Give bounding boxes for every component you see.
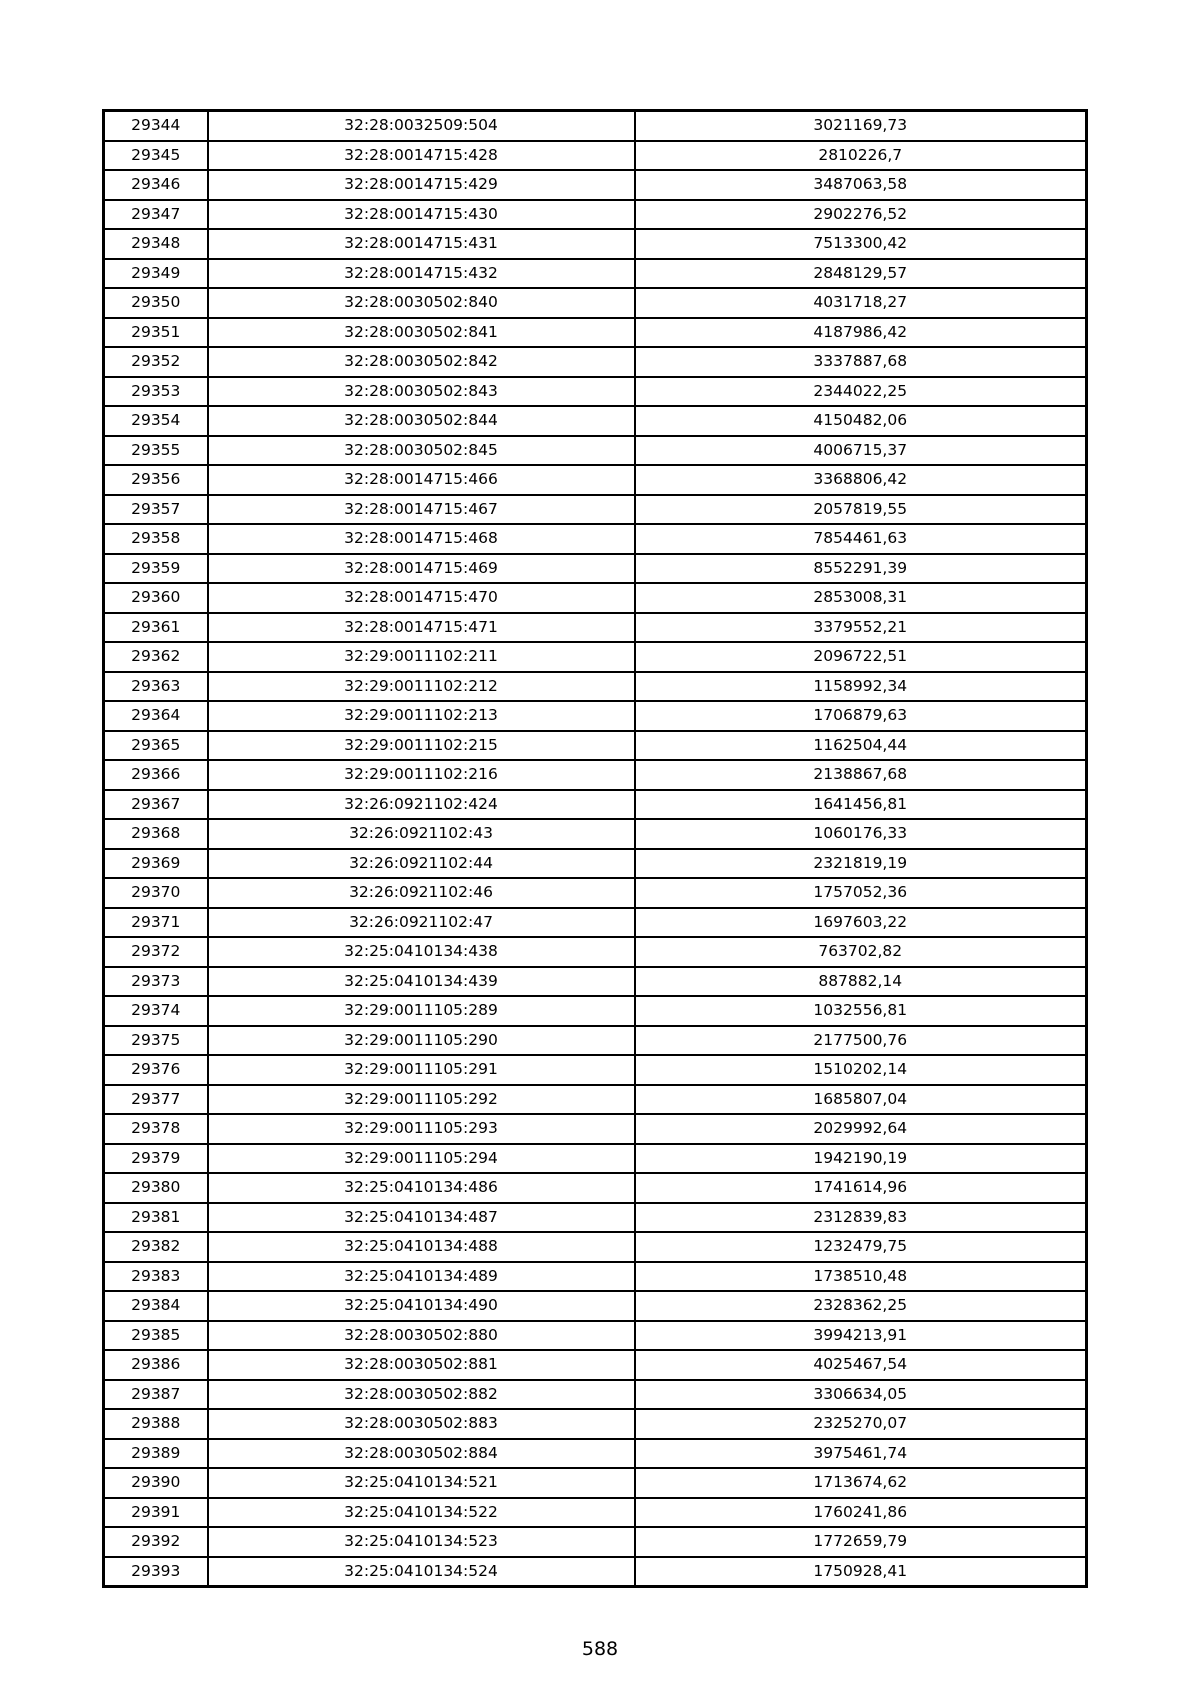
cadastral-value-cell: 1757052,36: [635, 878, 1087, 908]
table-row: [104, 524, 1087, 554]
cadastral-value-cell: 7513300,42: [635, 229, 1087, 259]
cadastral-number-cell: 32:29:0011105:294: [208, 1144, 635, 1174]
cadastral-number-cell: 32:29:0011105:291: [208, 1055, 635, 1085]
cadastral-number-cell: 32:29:0011102:211: [208, 642, 635, 672]
cadastral-number-cell: 32:29:0011102:213: [208, 701, 635, 731]
cadastral-number-cell: 32:29:0011105:290: [208, 1026, 635, 1056]
row-number-cell: 29370: [104, 878, 208, 908]
row-number-cell: 29350: [104, 288, 208, 318]
cadastral-number-cell: 32:28:0030502:884: [208, 1439, 635, 1469]
row-number-cell: 29348: [104, 229, 208, 259]
row-number-cell: 29378: [104, 1114, 208, 1144]
cadastral-number-cell: 32:29:0011105:292: [208, 1085, 635, 1115]
table-body: [104, 111, 1087, 1587]
row-number-cell: 29367: [104, 790, 208, 820]
cadastral-number-cell: 32:28:0030502:844: [208, 406, 635, 436]
row-number-cell: 29349: [104, 259, 208, 289]
table-row: [104, 701, 1087, 731]
table-row: [104, 259, 1087, 289]
cadastral-value-cell: 4025467,54: [635, 1350, 1087, 1380]
cadastral-value-cell: 1738510,48: [635, 1262, 1087, 1292]
table-row: [104, 1498, 1087, 1528]
table-row: [104, 111, 1087, 141]
table-row: [104, 1262, 1087, 1292]
cadastral-number-cell: 32:25:0410134:524: [208, 1557, 635, 1587]
table-row: [104, 318, 1087, 348]
cadastral-value-cell: 2096722,51: [635, 642, 1087, 672]
cadastral-number-cell: 32:25:0410134:438: [208, 937, 635, 967]
row-number-cell: 29386: [104, 1350, 208, 1380]
row-number-cell: 29366: [104, 760, 208, 790]
row-number-cell: 29372: [104, 937, 208, 967]
cadastral-number-cell: 32:26:0921102:47: [208, 908, 635, 938]
row-number-cell: 29360: [104, 583, 208, 613]
cadastral-value-cell: 2328362,25: [635, 1291, 1087, 1321]
cadastral-number-cell: 32:25:0410134:521: [208, 1468, 635, 1498]
table-row: [104, 170, 1087, 200]
cadastral-value-cell: 1942190,19: [635, 1144, 1087, 1174]
cadastral-value-cell: 1750928,41: [635, 1557, 1087, 1587]
table-row: [104, 760, 1087, 790]
row-number-cell: 29381: [104, 1203, 208, 1233]
cadastral-value-cell: 1685807,04: [635, 1085, 1087, 1115]
cadastral-value-cell: 1741614,96: [635, 1173, 1087, 1203]
cadastral-number-cell: 32:28:0014715:431: [208, 229, 635, 259]
cadastral-number-cell: 32:25:0410134:490: [208, 1291, 635, 1321]
row-number-cell: 29371: [104, 908, 208, 938]
row-number-cell: 29389: [104, 1439, 208, 1469]
row-number-cell: 29393: [104, 1557, 208, 1587]
table-row: [104, 406, 1087, 436]
table-row: [104, 819, 1087, 849]
table-row: [104, 1055, 1087, 1085]
cadastral-value-cell: 1158992,34: [635, 672, 1087, 702]
cadastral-value-cell: 3021169,73: [635, 111, 1087, 141]
table-row: [104, 908, 1087, 938]
cadastral-value-cell: 763702,82: [635, 937, 1087, 967]
cadastral-number-cell: 32:28:0014715:466: [208, 465, 635, 495]
cadastral-value-cell: 2321819,19: [635, 849, 1087, 879]
cadastral-number-cell: 32:29:0011102:212: [208, 672, 635, 702]
table-row: [104, 554, 1087, 584]
page-number: 588: [581, 1638, 619, 1660]
row-number-cell: 29391: [104, 1498, 208, 1528]
cadastral-value-cell: 3994213,91: [635, 1321, 1087, 1351]
cadastral-value-cell: 2902276,52: [635, 200, 1087, 230]
row-number-cell: 29374: [104, 996, 208, 1026]
table-row: [104, 436, 1087, 466]
table-row: [104, 1173, 1087, 1203]
row-number-cell: 29358: [104, 524, 208, 554]
table-row: [104, 642, 1087, 672]
cadastral-number-cell: 32:28:0030502:883: [208, 1409, 635, 1439]
row-number-cell: 29357: [104, 495, 208, 525]
cadastral-number-cell: 32:28:0030502:880: [208, 1321, 635, 1351]
cadastral-value-cell: 2325270,07: [635, 1409, 1087, 1439]
row-number-cell: 29392: [104, 1527, 208, 1557]
cadastral-value-cell: 2177500,76: [635, 1026, 1087, 1056]
table-row: [104, 1468, 1087, 1498]
row-number-cell: 29382: [104, 1232, 208, 1262]
row-number-cell: 29355: [104, 436, 208, 466]
cadastral-value-cell: 1713674,62: [635, 1468, 1087, 1498]
table-row: [104, 937, 1087, 967]
row-number-cell: 29361: [104, 613, 208, 643]
row-number-cell: 29353: [104, 377, 208, 407]
cadastral-value-cell: 2853008,31: [635, 583, 1087, 613]
table-row: [104, 229, 1087, 259]
cadastral-value-cell: 3487063,58: [635, 170, 1087, 200]
table-row: [104, 1232, 1087, 1262]
cadastral-number-cell: 32:28:0030502:881: [208, 1350, 635, 1380]
table-row: [104, 377, 1087, 407]
cadastral-value-cell: 3975461,74: [635, 1439, 1087, 1469]
cadastral-value-cell: 4006715,37: [635, 436, 1087, 466]
table-row: [104, 996, 1087, 1026]
cadastral-number-cell: 32:28:0030502:840: [208, 288, 635, 318]
row-number-cell: 29390: [104, 1468, 208, 1498]
cadastral-value-cell: 1772659,79: [635, 1527, 1087, 1557]
cadastral-number-cell: 32:28:0030502:882: [208, 1380, 635, 1410]
cadastral-number-cell: 32:26:0921102:424: [208, 790, 635, 820]
cadastral-number-cell: 32:25:0410134:487: [208, 1203, 635, 1233]
row-number-cell: 29387: [104, 1380, 208, 1410]
cadastral-number-cell: 32:26:0921102:46: [208, 878, 635, 908]
cadastral-number-cell: 32:28:0014715:467: [208, 495, 635, 525]
cadastral-number-cell: 32:28:0014715:430: [208, 200, 635, 230]
cadastral-value-cell: 1162504,44: [635, 731, 1087, 761]
cadastral-value-cell: 3368806,42: [635, 465, 1087, 495]
cadastral-number-cell: 32:26:0921102:44: [208, 849, 635, 879]
table-row: [104, 1527, 1087, 1557]
cadastral-number-cell: 32:28:0014715:470: [208, 583, 635, 613]
cadastral-number-cell: 32:29:0011102:215: [208, 731, 635, 761]
cadastral-value-cell: 4187986,42: [635, 318, 1087, 348]
row-number-cell: 29380: [104, 1173, 208, 1203]
row-number-cell: 29364: [104, 701, 208, 731]
row-number-cell: 29368: [104, 819, 208, 849]
row-number-cell: 29352: [104, 347, 208, 377]
row-number-cell: 29376: [104, 1055, 208, 1085]
cadastral-value-cell: 1060176,33: [635, 819, 1087, 849]
table-row: [104, 141, 1087, 171]
cadastral-value-cell: 3337887,68: [635, 347, 1087, 377]
table-row: [104, 878, 1087, 908]
table-row: [104, 495, 1087, 525]
row-number-cell: 29365: [104, 731, 208, 761]
table-row: [104, 1350, 1087, 1380]
cadastral-value-cell: 2057819,55: [635, 495, 1087, 525]
cadastral-number-cell: 32:29:0011102:216: [208, 760, 635, 790]
cadastral-number-cell: 32:25:0410134:439: [208, 967, 635, 997]
cadastral-value-cell: 1641456,81: [635, 790, 1087, 820]
row-number-cell: 29356: [104, 465, 208, 495]
table-row: [104, 465, 1087, 495]
cadastral-number-cell: 32:28:0014715:471: [208, 613, 635, 643]
cadastral-number-cell: 32:28:0030502:843: [208, 377, 635, 407]
table-row: [104, 1321, 1087, 1351]
table-row: [104, 1203, 1087, 1233]
row-number-cell: 29377: [104, 1085, 208, 1115]
table-row: [104, 1557, 1087, 1587]
cadastral-number-cell: 32:28:0030502:842: [208, 347, 635, 377]
table-row: [104, 1439, 1087, 1469]
cadastral-value-cell: 2848129,57: [635, 259, 1087, 289]
cadastral-number-cell: 32:25:0410134:523: [208, 1527, 635, 1557]
row-number-cell: 29362: [104, 642, 208, 672]
cadastral-value-cell: 1510202,14: [635, 1055, 1087, 1085]
cadastral-value-cell: 2029992,64: [635, 1114, 1087, 1144]
row-number-cell: 29385: [104, 1321, 208, 1351]
table-row: [104, 347, 1087, 377]
cadastral-value-cell: 1760241,86: [635, 1498, 1087, 1528]
row-number-cell: 29375: [104, 1026, 208, 1056]
row-number-cell: 29354: [104, 406, 208, 436]
table-row: [104, 849, 1087, 879]
table-row: [104, 1114, 1087, 1144]
table-row: [104, 1144, 1087, 1174]
cadastral-number-cell: 32:25:0410134:489: [208, 1262, 635, 1292]
row-number-cell: 29379: [104, 1144, 208, 1174]
row-number-cell: 29373: [104, 967, 208, 997]
row-number-cell: 29383: [104, 1262, 208, 1292]
cadastral-value-cell: 2810226,7: [635, 141, 1087, 171]
row-number-cell: 29388: [104, 1409, 208, 1439]
cadastral-value-cell: 4150482,06: [635, 406, 1087, 436]
row-number-cell: 29369: [104, 849, 208, 879]
cadastral-value-cell: 887882,14: [635, 967, 1087, 997]
cadastral-number-cell: 32:28:0014715:468: [208, 524, 635, 554]
table-row: [104, 1380, 1087, 1410]
cadastral-value-cell: 2312839,83: [635, 1203, 1087, 1233]
row-number-cell: 29384: [104, 1291, 208, 1321]
table-row: [104, 288, 1087, 318]
row-number-cell: 29359: [104, 554, 208, 584]
table-row: [104, 672, 1087, 702]
row-number-cell: 29345: [104, 141, 208, 171]
cadastral-number-cell: 32:28:0014715:428: [208, 141, 635, 171]
table-row: [104, 613, 1087, 643]
cadastral-number-cell: 32:28:0030502:841: [208, 318, 635, 348]
cadastral-number-cell: 32:25:0410134:486: [208, 1173, 635, 1203]
table-row: [104, 200, 1087, 230]
table-row: [104, 1085, 1087, 1115]
cadastral-value-cell: 2138867,68: [635, 760, 1087, 790]
cadastral-number-cell: 32:28:0032509:504: [208, 111, 635, 141]
cadastral-number-cell: 32:28:0014715:429: [208, 170, 635, 200]
cadastral-value-table: [102, 109, 1088, 1588]
cadastral-value-cell: 4031718,27: [635, 288, 1087, 318]
cadastral-value-cell: 1706879,63: [635, 701, 1087, 731]
row-number-cell: 29346: [104, 170, 208, 200]
table-row: [104, 790, 1087, 820]
cadastral-value-cell: 2344022,25: [635, 377, 1087, 407]
cadastral-number-cell: 32:29:0011105:293: [208, 1114, 635, 1144]
cadastral-value-cell: 8552291,39: [635, 554, 1087, 584]
table-row: [104, 583, 1087, 613]
cadastral-number-cell: 32:25:0410134:522: [208, 1498, 635, 1528]
table-row: [104, 967, 1087, 997]
cadastral-number-cell: 32:28:0014715:432: [208, 259, 635, 289]
cadastral-value-cell: 7854461,63: [635, 524, 1087, 554]
cadastral-value-cell: 1232479,75: [635, 1232, 1087, 1262]
row-number-cell: 29344: [104, 111, 208, 141]
cadastral-number-cell: 32:29:0011105:289: [208, 996, 635, 1026]
row-number-cell: 29351: [104, 318, 208, 348]
table-row: [104, 731, 1087, 761]
cadastral-number-cell: 32:26:0921102:43: [208, 819, 635, 849]
cadastral-number-cell: 32:25:0410134:488: [208, 1232, 635, 1262]
table-row: [104, 1026, 1087, 1056]
cadastral-value-cell: 3306634,05: [635, 1380, 1087, 1410]
table-row: [104, 1409, 1087, 1439]
cadastral-value-cell: 1032556,81: [635, 996, 1087, 1026]
cadastral-number-cell: 32:28:0030502:845: [208, 436, 635, 466]
table-row: [104, 1291, 1087, 1321]
cadastral-value-cell: 3379552,21: [635, 613, 1087, 643]
row-number-cell: 29347: [104, 200, 208, 230]
cadastral-value-cell: 1697603,22: [635, 908, 1087, 938]
row-number-cell: 29363: [104, 672, 208, 702]
cadastral-number-cell: 32:28:0014715:469: [208, 554, 635, 584]
